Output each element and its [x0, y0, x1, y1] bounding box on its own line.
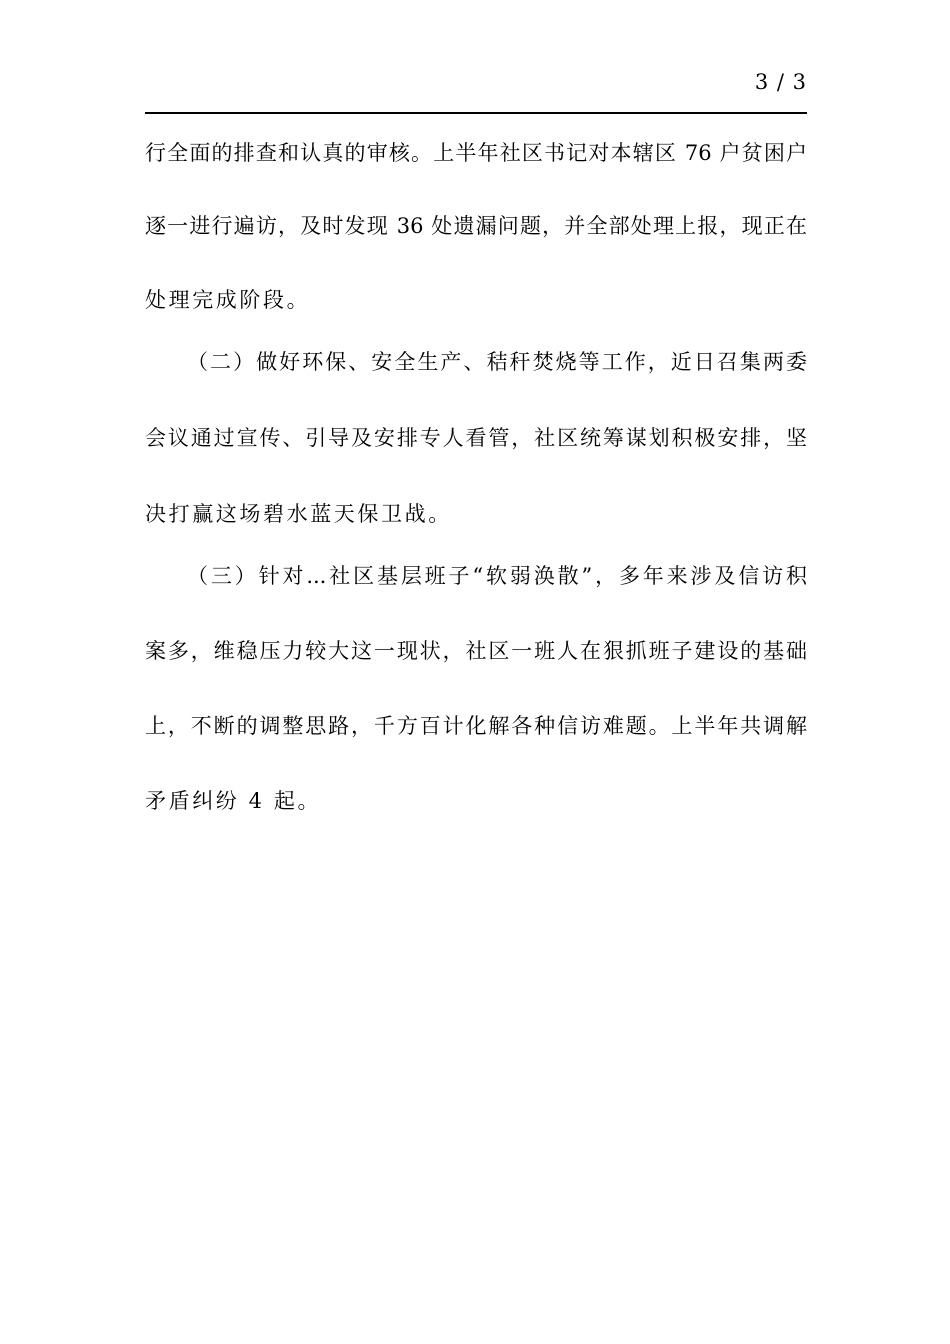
body-line-2: 逐一进行遍访，及时发现 36 处遗漏问题，并全部处理上报，现正在: [145, 214, 807, 238]
body-line-3: 处理完成阶段。: [145, 288, 311, 312]
body-line-8: 案多，维稳压力较大这一现状，社区一班人在狠抓班子建设的基础: [145, 639, 807, 663]
body-line-10: 矛盾纠纷 4 起。: [145, 789, 322, 813]
body-line-9: 上，不断的调整思路，千方百计化解各种信访难题。上半年共调解: [145, 714, 807, 738]
body-line-7: （三）针对...社区基层班子“软弱涣散”，多年来涉及信访积: [187, 564, 807, 588]
body-line-5: 会议通过宣传、引导及安排专人看管，社区统筹谋划积极安排，坚: [145, 426, 807, 450]
page-header: [145, 60, 807, 114]
page-number: 3 / 3: [754, 70, 807, 94]
body-line-6: 决打赢这场碧水蓝天保卫战。: [145, 502, 452, 526]
body-line-4: （二）做好环保、安全生产、秸秆焚烧等工作，近日召集两委: [187, 350, 807, 374]
body-line-1: 行全面的排查和认真的审核。上半年社区书记对本辖区 76 户贫困户: [145, 141, 807, 165]
